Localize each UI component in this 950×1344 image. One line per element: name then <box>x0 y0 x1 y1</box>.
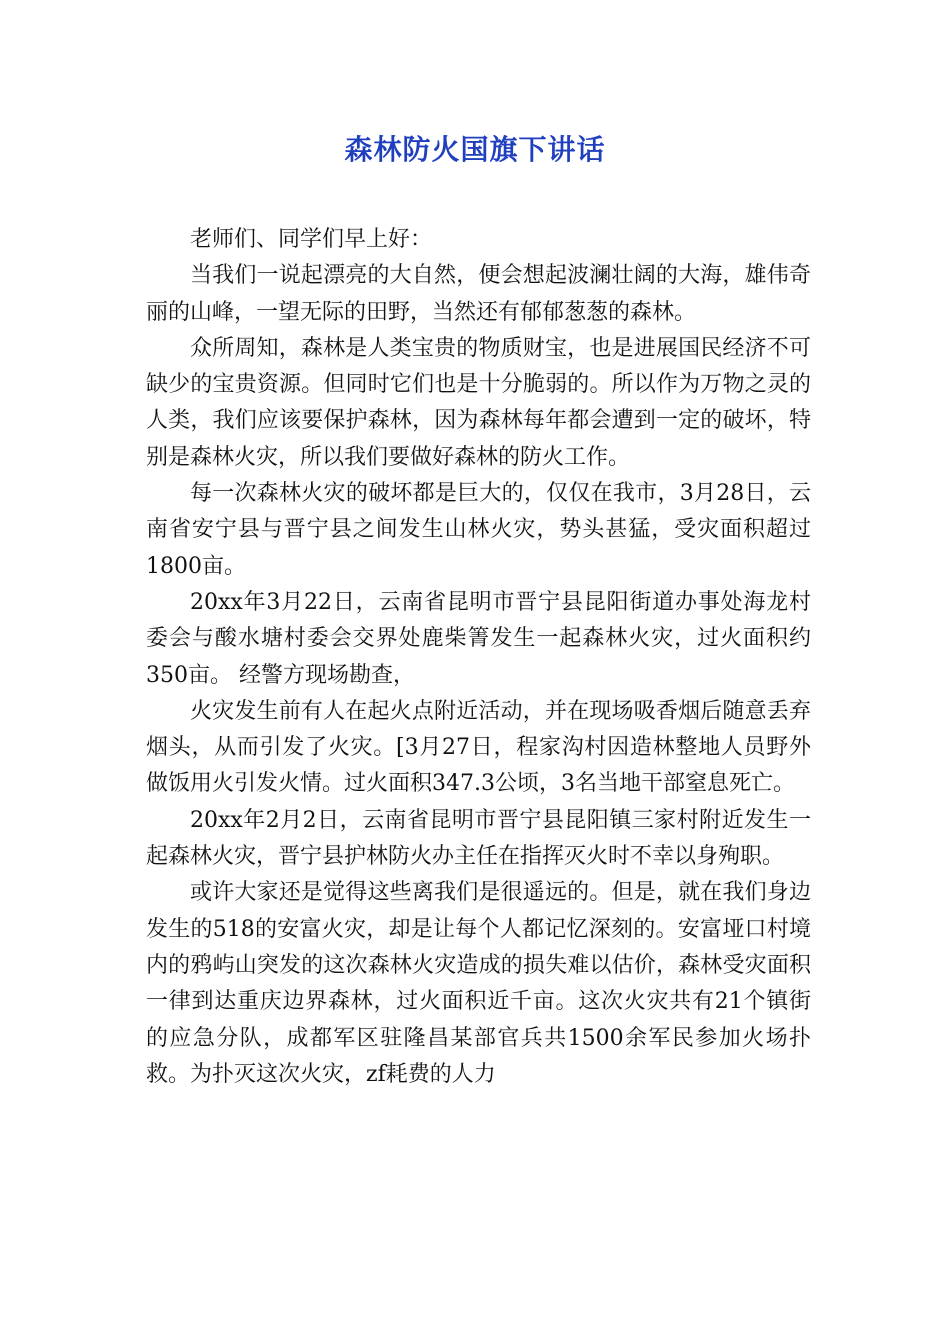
paragraph-fire-march: 每一次森林火灾的破坏都是巨大的，仅仅在我市，3月28日，云南省安宁县与晋宁县之间发生山林火灾，势头甚猛，受灾面积超过1800亩。 <box>146 481 811 579</box>
paragraph-fire-cause: 火灾发生前有人在起火点附近活动，并在现场吸香烟后随意丢弃烟头，从而引发了火灾。[3月27日，程家沟村因造林整地人员野外做饭用火引发火情。过火面积347.3公顷，3名当地干部窒息死亡。 <box>146 698 811 797</box>
paragraph-fire-20xx-march: 20xx年3月22日，云南省昆明市晋宁县昆阳街道办事处海龙村委会与酸水塘村委会交界处鹿柴箐发生一起森林火灾，过火面积约350亩。 经警方现场勘查， <box>146 589 811 688</box>
paragraph-anfu-fire: 或许大家还是觉得这些离我们是很遥远的。但是，就在我们身边发生的518的安富火灾，却是让每个人都记忆深刻的。安富垭口村境内的鸦屿山突发的这次森林火灾造成的损失难以估价，森林受灾面积一律到达重庆边界森林，过火面积近千亩。这次火灾共有21个镇街的应急分队，成都军区驻隆昌某部官兵共1500余军民参加火场扑救。为扑灭这次火灾，zf耗费的人力 <box>146 880 811 1087</box>
paragraph-greeting: 老师们、同学们早上好： <box>190 227 433 252</box>
paragraph-nature: 当我们一说起漂亮的大自然，便会想起波澜壮阔的大海，雄伟奇丽的山峰，一望无际的田野，当然还有郁郁葱葱的森林。 <box>146 263 811 325</box>
paragraph-fire-20xx-feb: 20xx年2月2日，云南省昆明市晋宁县昆阳镇三家村附近发生一起森林火灾，晋宁县护林防火办主任在指挥灭火时不幸以身殉职。 <box>146 807 811 870</box>
paragraph-forest-value: 众所周知，森林是人类宝贵的物质财宝，也是进展国民经济不可缺少的宝贵资源。但同时它们也是十分脆弱的。所以作为万物之灵的人类，我们应该要保护森林，因为森林每年都会遭到一定的破坏，特别是森林火灾，所以我们要做好森林的防火工作。 <box>146 335 811 470</box>
document-title: 森林防火国旗下讲话 <box>344 133 606 166</box>
document-body <box>146 222 811 1093</box>
